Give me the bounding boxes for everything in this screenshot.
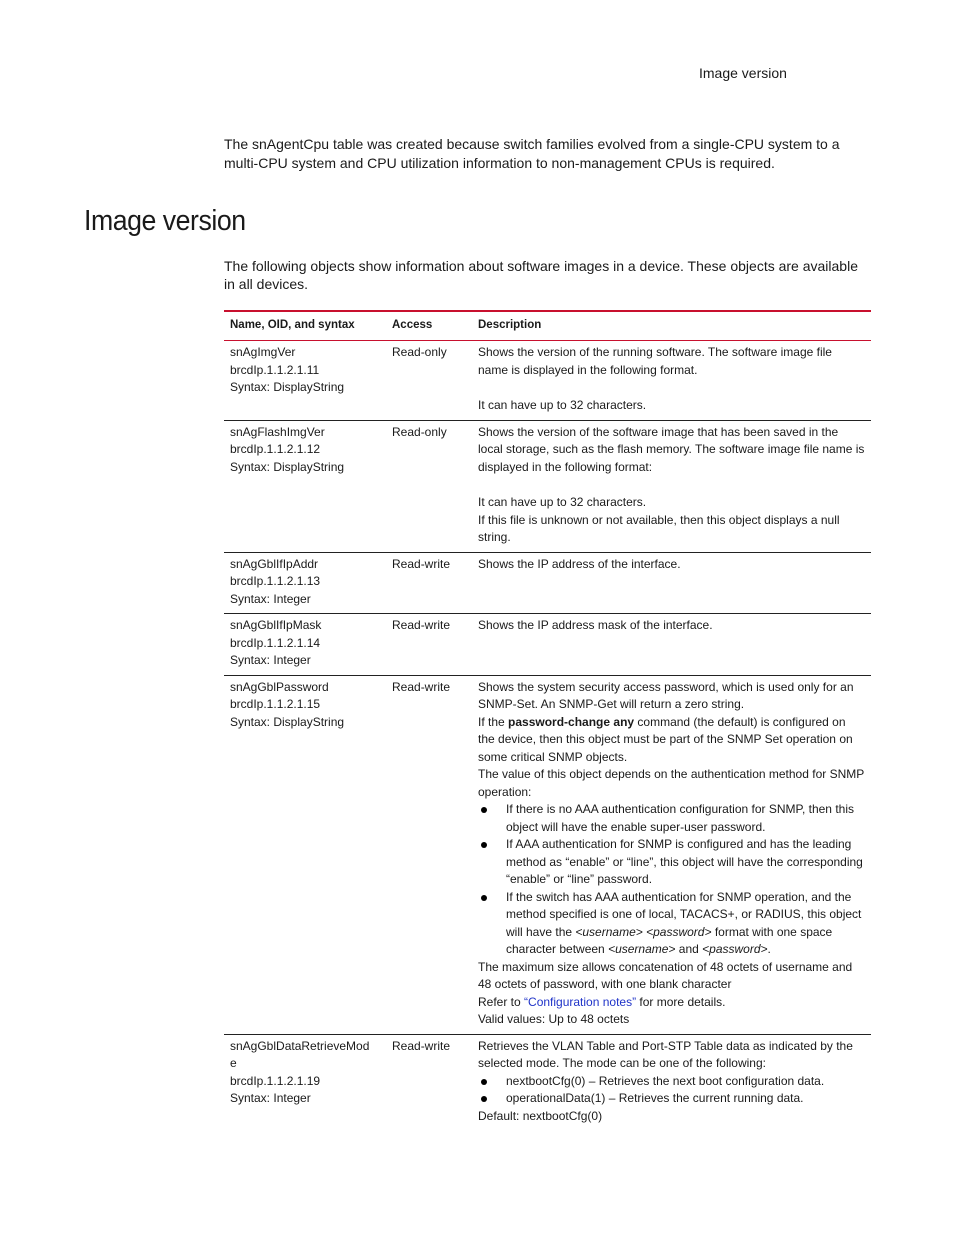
bullet-icon	[481, 807, 487, 813]
placeholder-password: <password>	[702, 942, 768, 956]
text-fragment: and	[675, 942, 703, 956]
text-fragment: for more details.	[636, 994, 726, 1009]
object-name-cell	[224, 552, 386, 614]
object-access: Read-write	[386, 675, 472, 1034]
bullet-icon	[481, 842, 487, 848]
list-item	[478, 836, 865, 889]
bullet-icon	[481, 1079, 487, 1085]
description-text: If this file is unknown or not available, then this object displays a null string.	[478, 512, 840, 544]
object-oid: brcdIp.1.1.2.1.13	[230, 574, 321, 588]
table-header-row	[224, 311, 871, 341]
bullet-icon	[481, 1096, 487, 1102]
object-oid: brcdIp.1.1.2.1.11	[230, 362, 320, 377]
description-text: It can have up to 32 characters.	[478, 495, 647, 509]
description-text: Retrieves the VLAN Table and Port-STP Table data as indicated by the selected mode. The mode can be one of the following:	[478, 1038, 853, 1070]
running-header: Image version	[699, 65, 787, 81]
object-name-cell	[224, 341, 386, 421]
header-access: Access	[386, 311, 472, 341]
bullet-list	[478, 801, 865, 959]
object-name: snAgGblIfIpAddr	[230, 556, 319, 571]
object-description	[472, 341, 871, 421]
object-oid: brcdIp.1.1.2.1.19	[230, 1073, 321, 1088]
table-row	[224, 614, 871, 676]
list-item	[478, 801, 865, 836]
table-row	[224, 552, 871, 614]
object-access: Read-write	[386, 552, 472, 614]
table-row	[224, 420, 871, 552]
description-text	[478, 714, 865, 767]
object-name: snAgGblDataRetrieveMod	[230, 1038, 370, 1053]
object-description	[472, 552, 871, 614]
object-syntax: Syntax: Integer	[230, 591, 311, 606]
list-item	[478, 1073, 865, 1091]
list-item-text: If there is no AAA authentication configuration for SNMP, then this object will have the enable super-user password.	[506, 802, 854, 834]
object-name-cell	[224, 675, 386, 1034]
description-text: Shows the version of the software image that has been saved in the local storage, such as the flash memory. The software image file name is displayed in the following format:	[478, 424, 865, 474]
placeholder-password: <password>	[646, 924, 712, 939]
text-fragment: Refer to	[478, 994, 525, 1009]
text-fragment: If the switch has AAA authentication for SNMP operation, and the method specified is one of local, TACACS+, or RADIUS, this object will have the	[506, 889, 862, 939]
object-name: snAgGblIfIpMask	[230, 618, 322, 632]
placeholder-username: <username>	[575, 924, 643, 939]
description-text	[478, 994, 865, 1012]
object-syntax: Syntax: Integer	[230, 653, 311, 667]
command-name: password-change any	[508, 714, 635, 729]
object-access: Read-write	[392, 1038, 451, 1053]
description-text: Default: nextbootCfg(0)	[478, 1108, 603, 1123]
object-name: snAgGblPassword	[230, 679, 329, 694]
header-description: Description	[472, 311, 871, 341]
object-name-cell	[224, 420, 386, 552]
text-fragment: command (the default) is configured on the device, then this object must be part of the SNMP Set operation on some critical SNMP objects.	[478, 714, 853, 764]
table-row	[224, 341, 871, 421]
description-text: The maximum size allows concatenation of 48 octets of username and 48 octets of password, with one blank character	[478, 959, 853, 991]
text-fragment: If the	[478, 714, 509, 729]
list-item	[478, 1090, 865, 1108]
object-syntax: Syntax: Integer	[230, 1091, 311, 1105]
list-item-text: If AAA authentication for SNMP is configured and has the leading method as “enable” or “line”, this object will have the corresponding “enable” or “line” password.	[506, 837, 863, 886]
section-intro: The following objects show information about software images in a device. These objects are available in all devices.	[224, 258, 858, 292]
description-text: Shows the IP address of the interface.	[478, 556, 681, 571]
description-text: It can have up to 32 characters.	[478, 398, 647, 412]
object-description	[472, 1034, 871, 1130]
object-syntax: Syntax: DisplayString	[230, 380, 345, 394]
description-text: Shows the version of the running software. The software image file name is displayed in the following format.	[478, 345, 832, 377]
object-access: Read-only	[386, 341, 472, 421]
list-item-text: nextbootCfg(0) – Retrieves the next boot configuration data.	[506, 1073, 825, 1088]
header-name: Name, OID, and syntax	[224, 311, 386, 341]
object-syntax: Syntax: DisplayString	[230, 714, 345, 729]
object-oid: brcdIp.1.1.2.1.12	[230, 442, 321, 456]
text-fragment: format with one space character between	[506, 924, 833, 956]
object-name: snAgFlashImgVer	[230, 424, 325, 439]
description-text: Shows the IP address mask of the interface.	[478, 618, 713, 632]
object-description	[472, 614, 871, 676]
object-access: Read-only	[386, 420, 472, 552]
object-description	[472, 675, 871, 1034]
section-title: Image version	[84, 205, 246, 237]
list-item	[478, 889, 865, 959]
table-row	[224, 1034, 871, 1130]
mib-object-table	[224, 310, 871, 1130]
object-description	[472, 420, 871, 552]
object-oid: brcdIp.1.1.2.1.15	[230, 697, 321, 711]
placeholder-username: <username>	[608, 942, 676, 956]
object-name-continued: e	[230, 1056, 237, 1070]
description-text: The value of this object depends on the authentication method for SNMP operation:	[478, 767, 865, 799]
description-text: Valid values: Up to 48 octets	[478, 1012, 630, 1026]
list-item-text: operationalData(1) – Retrieves the current running data.	[506, 1091, 804, 1105]
bullet-list	[478, 1073, 865, 1108]
object-syntax: Syntax: DisplayString	[230, 459, 345, 474]
table-row	[224, 675, 871, 1034]
object-name: snAgImgVer	[230, 345, 296, 359]
intro-paragraph: The snAgentCpu table was created because switch families evolved from a single-CPU system to a multi-CPU system and CPU utilization information to non-management CPUs is required.	[224, 136, 840, 171]
object-name-cell	[224, 1034, 386, 1130]
bullet-icon	[481, 895, 487, 901]
description-text: Shows the system security access password, which is used only for an SNMP-Set. An SNMP-Get will return a zero string.	[478, 679, 854, 711]
object-name-cell	[224, 614, 386, 676]
object-access: Read-write	[386, 614, 472, 676]
text-fragment: .	[767, 942, 771, 956]
object-oid: brcdIp.1.1.2.1.14	[230, 635, 321, 650]
configuration-notes-link[interactable]: “Configuration notes”	[524, 994, 637, 1009]
